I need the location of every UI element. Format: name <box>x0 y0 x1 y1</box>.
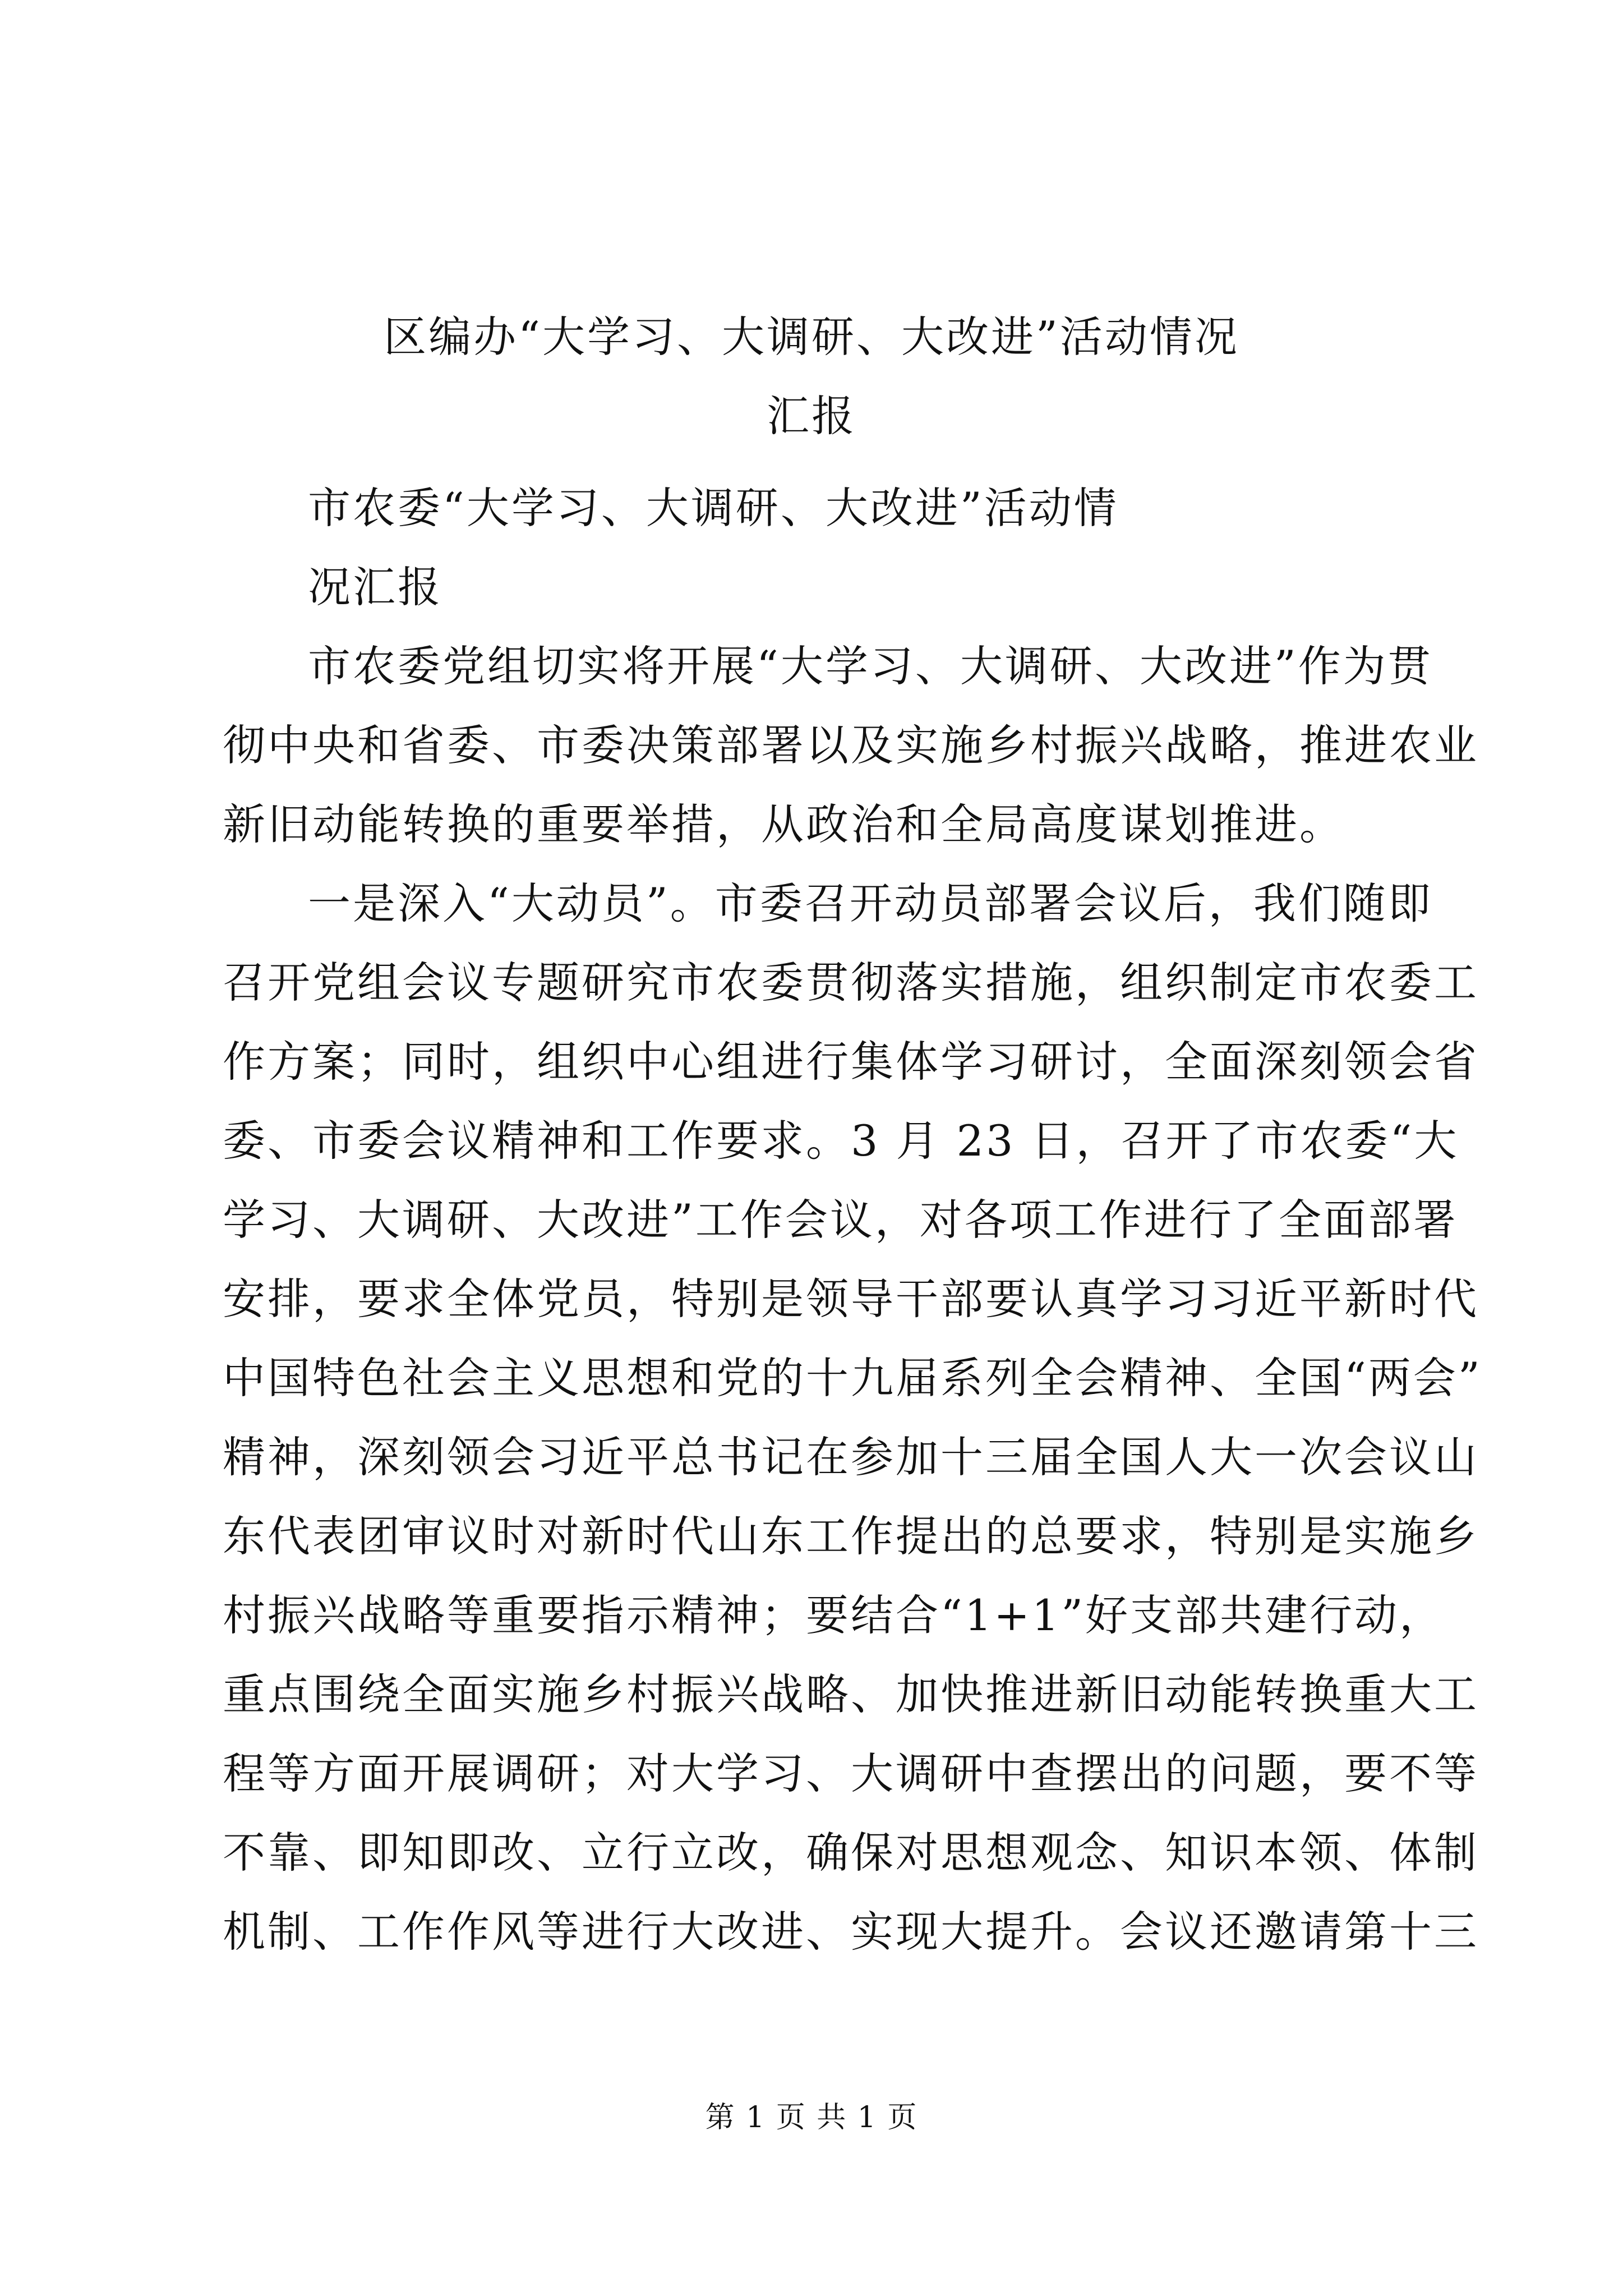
document-title <box>168 297 1455 455</box>
body-text-line: 不靠、即知即改、立行立改，确保对思想观念、知识本领、体制 <box>223 1828 1479 1878</box>
body-text-line: 彻中央和省委、市委决策部署以及实施乡村振兴战略，推进农业 <box>223 720 1479 770</box>
page-footer: 第 1 页 共 1 页 <box>705 2101 918 2134</box>
body-text-line: 召开党组会议专题研究市农委贯彻落实措施，组织制定市农委工 <box>223 958 1479 1007</box>
title-line-1: 区编办“大学习、大调研、大改进”活动情况 <box>384 312 1239 362</box>
body-text-line: 中国特色社会主义思想和党的十九届系列全会精神、全国“两会” <box>223 1353 1482 1403</box>
body-text-line: 村振兴战略等重要指示精神；要结合“1+1”好支部共建行动， <box>223 1590 1445 1640</box>
body-text-line: 作方案；同时，组织中心组进行集体学习研讨，全面深刻领会省 <box>223 1037 1479 1087</box>
body-text-line: 程等方面开展调研；对大学习、大调研中查摆出的问题，要不等 <box>223 1749 1479 1798</box>
body-text-line: 机制、工作作风等进行大改进、实现大提升。会议还邀请第十三 <box>223 1907 1479 1957</box>
body-text-line: 市农委党组切实将开展“大学习、大调研、大改进”作为贯 <box>308 641 1433 691</box>
body-text-line: 新旧动能转换的重要举措，从政治和全局高度谋划推进。 <box>223 799 1344 849</box>
body-text-line: 安排，要求全体党员，特别是领导干部要认真学习习近平新时代 <box>223 1274 1479 1324</box>
title-line-2: 汇报 <box>767 391 856 441</box>
body-text-line: 重点围绕全面实施乡村振兴战略、加快推进新旧动能转换重大工 <box>223 1669 1479 1719</box>
body-text-line: 市农委“大学习、大调研、大改进”活动情 <box>308 483 1119 533</box>
body-text-line: 精神，深刻领会习近平总书记在参加十三届全国人大一次会议山 <box>223 1432 1479 1482</box>
document-body <box>223 468 1482 1971</box>
body-text-line: 学习、大调研、大改进”工作会议，对各项工作进行了全面部署 <box>223 1195 1458 1245</box>
body-text-line: 况汇报 <box>308 562 442 612</box>
body-text-line: 一是深入“大动员”。市委召开动员部署会议后，我们随即 <box>308 878 1433 928</box>
body-text-line: 东代表团审议时对新时代山东工作提出的总要求，特别是实施乡 <box>223 1511 1479 1561</box>
body-text-line: 委、市委会议精神和工作要求。3 月 23 日，召开了市农委“大 <box>223 1116 1459 1166</box>
